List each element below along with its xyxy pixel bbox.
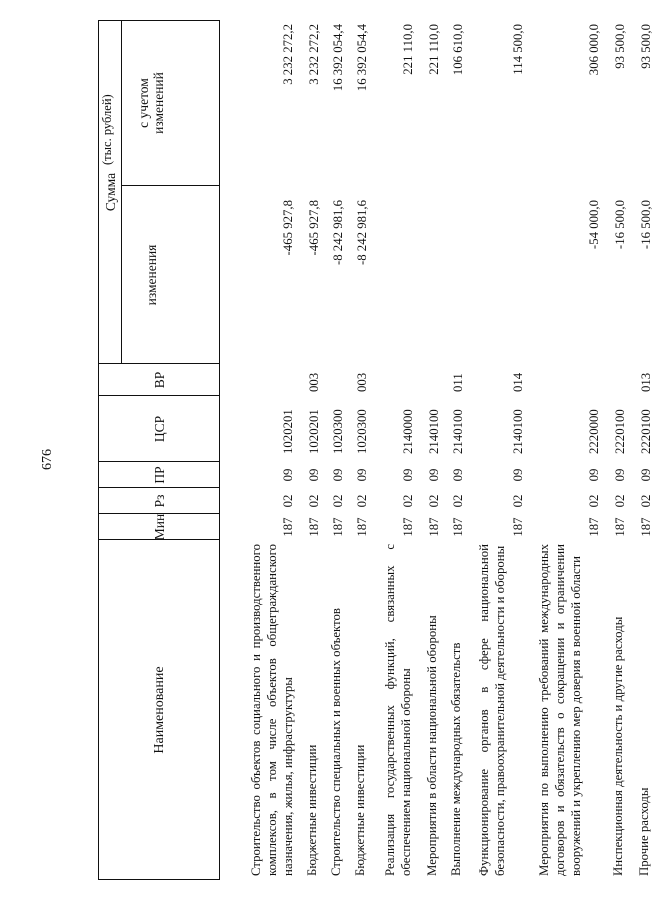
row-min: 187 [639,517,653,537]
header-csr: ЦСР [151,415,167,443]
table-row [536,20,602,880]
table-row [424,20,442,880]
row-rz: 02 [511,494,525,508]
row-vr [424,364,442,396]
row-rz: 02 [427,494,441,508]
row-vr: 011 [451,373,465,392]
row-total: 306 000,0 [587,24,601,76]
row-change: -54 000,0 [587,200,601,250]
row-min: 187 [401,517,415,537]
row-csr: 1020201 [281,409,295,454]
row-csr: 2220000 [587,409,601,454]
row-pr: 09 [613,468,627,482]
row-total: 16 392 054,4 [331,24,345,92]
row-csr: 1020300 [355,409,369,454]
row-vr: 013 [639,372,653,392]
row-total: 114 500,0 [511,24,525,75]
header-vr: ВР [151,371,167,389]
header-total-line1: с учетом [136,78,151,128]
row-name: Выполнение международных обязательств [449,642,463,876]
header-change: изменения [143,244,159,306]
row-total: 3 232 272,2 [281,24,295,85]
row-total: 221 110,0 [427,24,441,75]
row-pr: 09 [281,468,295,482]
row-vr: 014 [511,372,525,392]
row-rz: 02 [639,494,653,508]
row-change [424,186,442,364]
row-rz: 02 [587,494,601,508]
table-row [448,20,466,880]
table-row [248,20,296,880]
table-row [352,20,370,880]
row-vr: 003 [307,372,321,392]
row-vr [610,364,628,396]
row-name: Функционирование органов в сфере национальной безопасности, правоохранительной деятельности и обороны [477,544,507,876]
row-min: 187 [355,517,369,537]
row-name: Строительство специальных и военных объектов [329,608,343,876]
row-pr: 09 [307,468,321,482]
row-pr: 09 [451,468,465,482]
row-change: -8 242 981,6 [331,200,345,266]
row-min: 187 [281,517,295,537]
header-rz: Рз [151,494,167,508]
row-rz: 02 [281,494,295,508]
row-name: Бюджетные инвестиции [353,744,367,876]
row-change [448,186,466,364]
header-total [121,20,181,186]
row-change: -465 927,8 [281,200,295,256]
row-total: 93 500,0 [639,24,653,69]
row-min: 187 [587,517,601,537]
row-pr: 09 [355,468,369,482]
row-name: Инспекционная деятельность и другие расходы [611,616,625,876]
row-total: 221 110,0 [401,24,415,75]
row-name: Строительство объектов социального и производственного комплексов, в том числе объектов общегражданского назначения, жилья, инфраструктуры [249,544,295,876]
row-csr: 1020300 [331,409,345,454]
row-change [382,186,416,364]
row-change: -16 500,0 [613,200,627,250]
row-pr: 09 [639,468,653,482]
row-name: Реализация государственных функций, связанных с обеспечением национальной обороны [383,544,413,876]
row-name: Мероприятия в области национальной обороны [425,615,439,876]
table-row [636,20,654,880]
row-rz: 02 [307,494,321,508]
row-vr [382,364,416,396]
header-name: Наименование [151,666,167,754]
row-vr [536,364,602,396]
row-vr: 003 [355,372,369,392]
row-total: 106 610,0 [451,24,465,76]
row-pr: 09 [331,468,345,482]
row-name: Прочие расходы [637,787,651,876]
row-name: Бюджетные инвестиции [305,744,319,876]
header-min: Мин [151,513,167,541]
row-min: 187 [511,517,525,537]
row-csr: 2140000 [401,409,415,454]
table-header [98,20,220,880]
row-pr: 09 [587,468,601,482]
row-rz: 02 [451,494,465,508]
units-label: (тыс. рублей) [100,94,114,165]
row-pr: 09 [427,468,441,482]
row-pr: 09 [401,468,415,482]
row-min: 187 [451,517,465,537]
row-csr: 2220100 [613,409,627,454]
row-csr: 2220100 [639,409,653,454]
row-change: -8 242 981,6 [355,200,369,266]
row-total: 3 232 272,2 [307,24,321,85]
row-vr [328,364,346,396]
row-min: 187 [331,517,345,537]
row-total: 93 500,0 [613,24,627,69]
row-csr: 2140100 [511,409,525,454]
row-csr: 2140100 [427,409,441,454]
table-row [476,20,526,880]
row-change: -465 927,8 [307,200,321,256]
row-csr: 2140100 [451,409,465,454]
row-vr [248,364,296,396]
row-total: 16 392 054,4 [355,24,369,92]
row-rz: 02 [401,494,415,508]
table-row [610,20,628,880]
row-rz: 02 [613,494,627,508]
row-name: Мероприятия по выполнению требований международных договоров и обязательств о сокращении и ограничении вооружений и укреплению мер доверия в военной области [537,544,583,876]
row-change: -16 500,0 [639,200,653,250]
header-pr: ПР [151,466,167,484]
row-csr: 1020201 [307,409,321,454]
page-number: 676 [40,449,55,470]
row-min: 187 [613,517,627,537]
header-sum: Сумма [102,172,118,212]
row-min: 187 [427,517,441,537]
row-change [476,186,526,364]
row-rz: 02 [355,494,369,508]
row-rz: 02 [331,494,345,508]
table-row [328,20,346,880]
table-row [382,20,416,880]
header-total-line2: изменений [151,72,166,134]
row-min: 187 [307,517,321,537]
table-row [304,20,322,880]
row-pr: 09 [511,468,525,482]
